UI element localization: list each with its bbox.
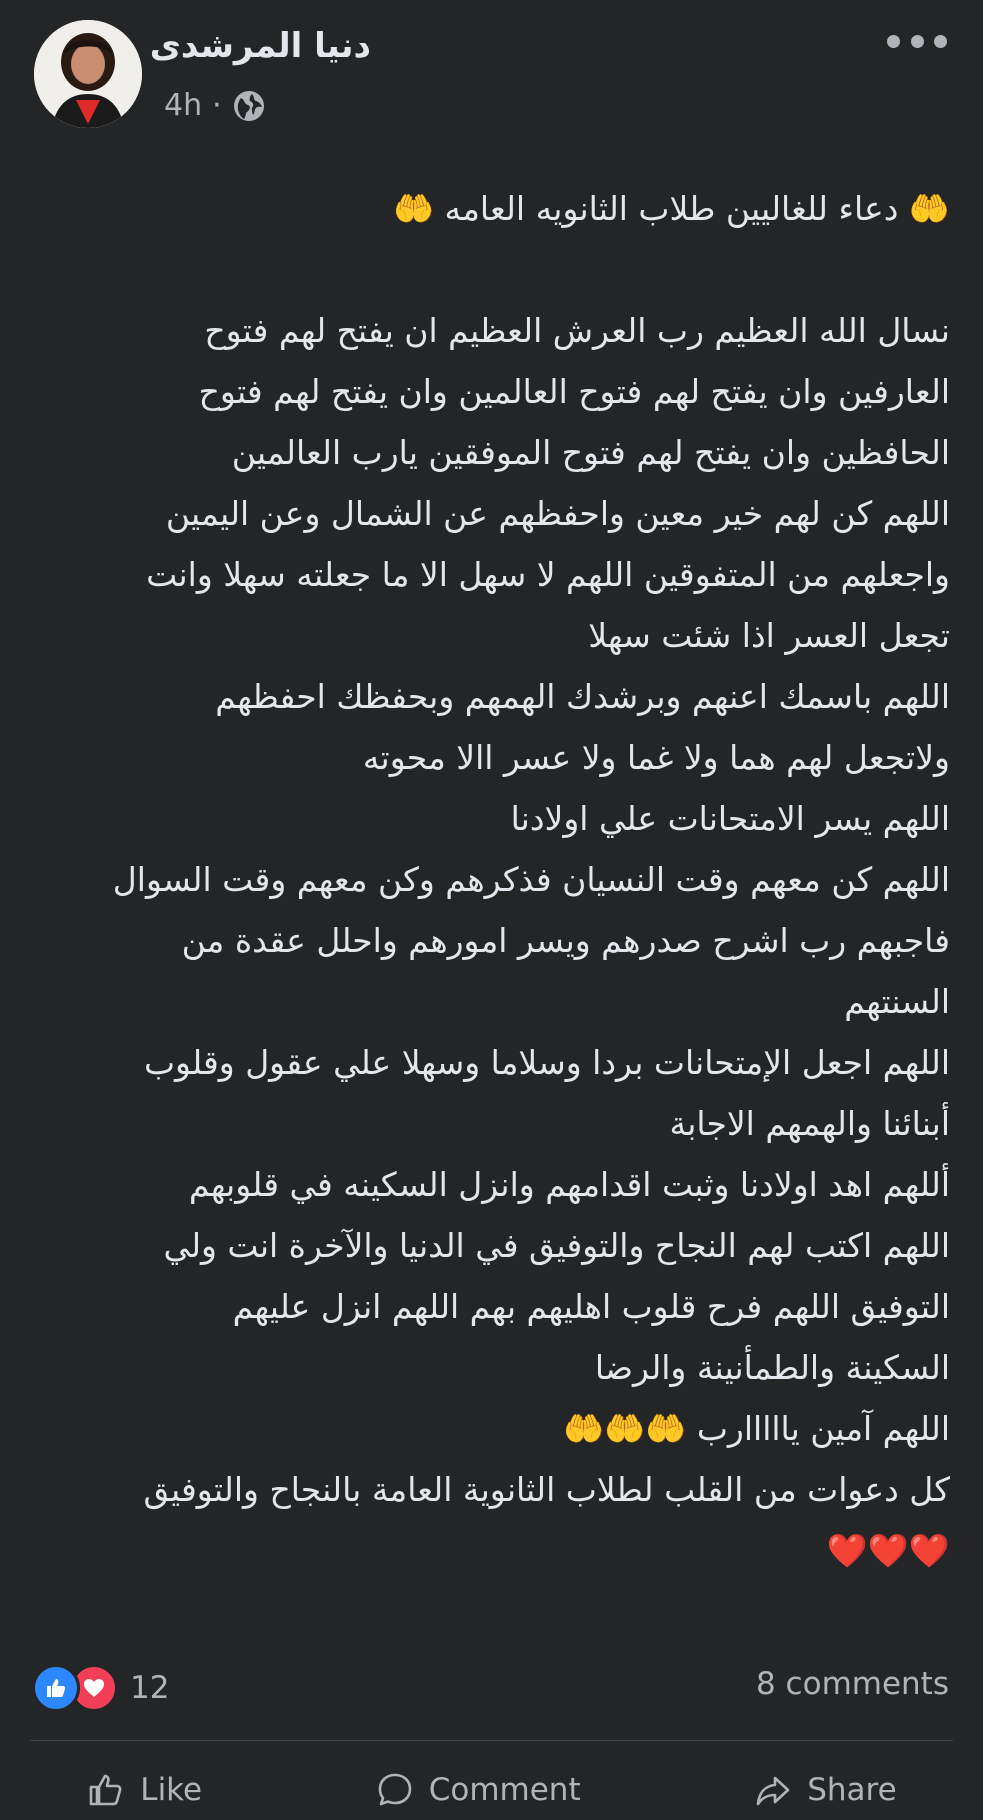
- more-options-icon[interactable]: [887, 26, 947, 56]
- share-button[interactable]: [753, 1760, 896, 1820]
- post-text-line: اللهم يسر الامتحانات علي اولادنا: [510, 799, 950, 838]
- post-text: [30, 178, 950, 1581]
- globe-icon[interactable]: [232, 89, 266, 123]
- like-button[interactable]: [86, 1760, 202, 1820]
- post-actions: [0, 1760, 983, 1820]
- post-text-line: كل دعوات من القلب لطلاب الثانوية العامة بالنجاح والتوفيق: [143, 1470, 950, 1509]
- post-text-line: أبنائنا والهمهم الاجابة: [669, 1104, 950, 1143]
- post-text-line: اللهم آمين يااااارب 🤲🤲🤲: [563, 1409, 950, 1448]
- comment-button[interactable]: [375, 1760, 581, 1820]
- post-text-line: اللهم باسمك اعنهم وبرشدك الهمهم وبحفظك احفظهم: [215, 677, 950, 716]
- post-text-line: اللهم كن لهم خير معين واحفظهم عن الشمال وعن اليمين: [165, 494, 950, 533]
- post-text-line: اللهم كن معهم وقت النسيان فذكرهم وكن معهم وقت السوال: [112, 860, 950, 899]
- dot: [911, 35, 924, 48]
- post-text-line: تجعل العسر اذا شئت سهلا: [588, 616, 950, 655]
- post-text-line: أللهم اهد اولادنا وثبت اقدامهم وانزل السكينه في قلوبهم: [188, 1165, 950, 1204]
- post-text-line: واجعلهم من المتفوقين اللهم لا سهل الا ما جعلته سهلا وانت: [146, 555, 950, 594]
- reaction-count: 12: [130, 1670, 170, 1706]
- post-text-line: 🤲 دعاء للغاليين طلاب الثانويه العامه 🤲: [392, 189, 950, 228]
- post-text-line: اللهم اجعل الإمتحانات بردا وسلاما وسهلا علي عقول وقلوب: [143, 1043, 950, 1082]
- post-text-line: ولاتجعل لهم هما ولا غما ولا عسر االا محوته: [362, 738, 950, 777]
- post-text-line: ❤️❤️❤️: [826, 1531, 950, 1570]
- post-text-line: اللهم اكتب لهم النجاح والتوفيق في الدنيا والآخرة انت ولي: [163, 1226, 950, 1265]
- post-text-line: [30, 239, 950, 300]
- post-time[interactable]: 4h: [164, 88, 203, 123]
- thumbs-up-icon: [86, 1770, 126, 1810]
- post-text-line: التوفيق اللهم فرح قلوب اهليهم بهم اللهم انزل عليهم: [232, 1287, 950, 1326]
- profile-photo: [34, 20, 142, 128]
- like-reaction-icon: [32, 1664, 80, 1712]
- post-text-line: نسال الله العظيم رب العرش العظيم ان يفتح لهم فتوح: [204, 311, 950, 350]
- divider: [30, 1740, 953, 1741]
- like-label: Like: [140, 1772, 203, 1808]
- post-header: [0, 0, 983, 150]
- post-text-line: السكينة والطمأنينة والرضا: [594, 1348, 950, 1387]
- comment-icon: [375, 1770, 415, 1810]
- post-meta: [164, 88, 266, 123]
- reactions-summary[interactable]: [32, 1664, 169, 1712]
- meta-separator: ·: [212, 88, 222, 123]
- author-name[interactable]: دنيا المرشدى: [149, 26, 371, 66]
- avatar[interactable]: [34, 20, 142, 128]
- post-text-line: فاجبهم رب اشرح صدرهم ويسر امورهم واحلل عقدة من: [181, 921, 950, 960]
- post-text-line: السنتهم: [844, 982, 950, 1021]
- post-stats: [0, 1658, 983, 1712]
- post-text-line: العارفين وان يفتح لهم فتوح العالمين وان يفتح لهم فتوح: [198, 372, 950, 411]
- share-icon: [753, 1770, 793, 1810]
- post-text-line: الحافظين وان يفتح لهم فتوح الموفقين يارب العالمين: [231, 433, 950, 472]
- share-label: Share: [807, 1772, 897, 1808]
- comment-label: Comment: [428, 1772, 581, 1808]
- dot: [934, 35, 947, 48]
- dot: [887, 35, 900, 48]
- comments-count[interactable]: 8 comments: [755, 1666, 949, 1702]
